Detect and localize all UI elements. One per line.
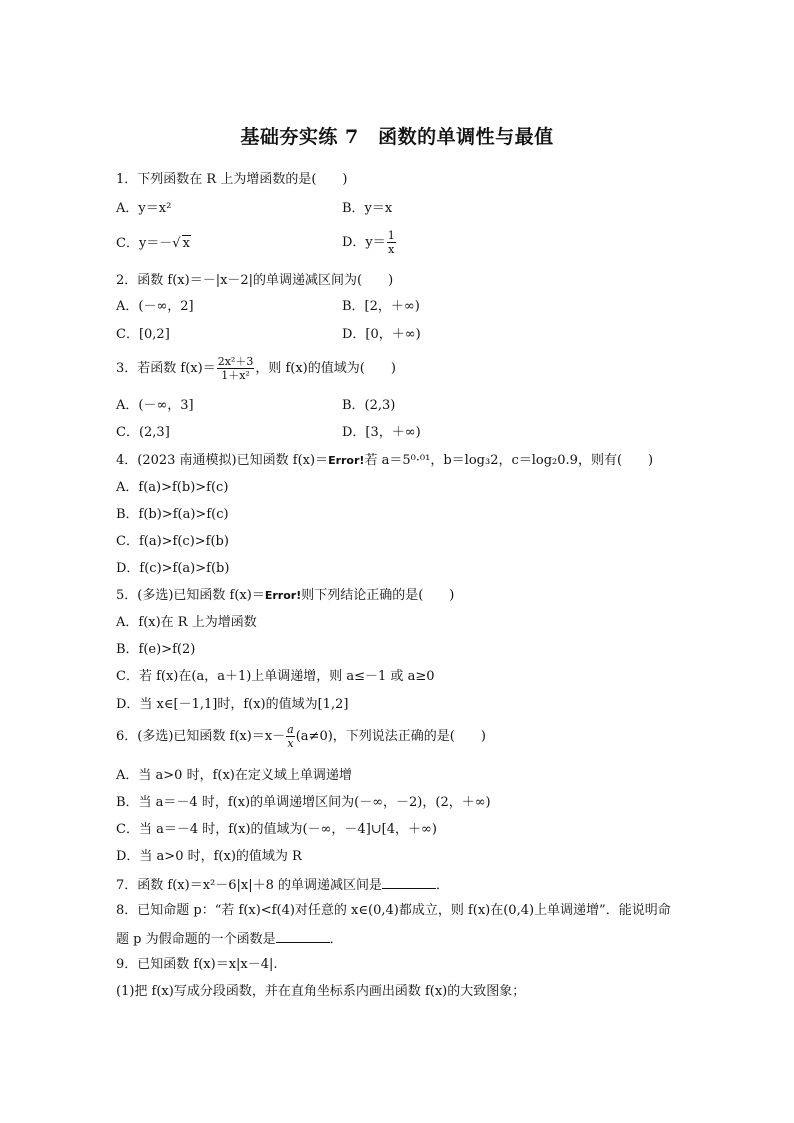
q9-stem: 9．已知函数 f(x)＝x|x－4|.: [116, 957, 278, 972]
q8-line-2-prefix: 题 p 为假命题的一个函数是: [116, 932, 276, 947]
q6-option-c: C．当 a＝－4 时，f(x)的值域为(－∞，－4]∪[4，＋∞): [116, 822, 437, 837]
q3-option-a: A．(－∞，3]: [116, 398, 194, 413]
q3-fraction: [217, 355, 255, 382]
q5-stem-suffix: 则下列结论正确的是( ): [301, 588, 455, 603]
q1-stem: 1．下列函数在 R 上为增函数的是( ): [116, 172, 348, 187]
q8-line-2: [116, 930, 343, 948]
q8-line-1: 8．已知命题 p：“若 f(x)<f(4)对任意的 x∈(0,4)都成立，则 f(x)在(0,4)上单调递增”．能说明命: [116, 903, 671, 918]
q3-option-d: D．[3，＋∞): [342, 425, 421, 440]
q4-option-b: B．f(b)>f(a)>f(c): [116, 507, 229, 522]
q5-option-d: D．当 x∈[－1,1]时，f(x)的值域为[1,2]: [116, 697, 349, 712]
fraction-denominator: 1＋x²: [221, 369, 250, 382]
page-title: 基础夯实练 7 函数的单调性与最值: [240, 126, 554, 148]
q1-option-b: B．y＝x: [342, 201, 393, 216]
q1-option-a: A．y＝x²: [116, 201, 172, 216]
sqrt-sign: √: [172, 236, 181, 251]
q6-fraction: [286, 723, 295, 750]
answer-blank: [382, 876, 436, 889]
q4-option-c: C．f(a)>f(c)>f(b): [116, 534, 229, 549]
q4-stem-prefix: 4．(2023 南通模拟)已知函数 f(x)＝: [116, 453, 329, 468]
q2-option-a: A．(－∞，2]: [116, 299, 194, 314]
q1-option-c: [116, 236, 191, 252]
q6-option-b: B．当 a＝－4 时，f(x)的单调递增区间为(－∞，－2)，(2，＋∞): [116, 795, 491, 810]
q1-option-c-prefix: C．y＝－: [116, 236, 173, 251]
q6-stem-prefix: 6．(多选)已知函数 f(x)＝x－: [116, 729, 286, 744]
q1-option-d-prefix: D．y＝: [342, 235, 386, 250]
q3-stem: [116, 355, 396, 382]
q5-option-b: B．f(e)>f(2): [116, 642, 196, 657]
fraction-denominator: x: [287, 737, 294, 750]
error-token: Error!: [328, 454, 365, 467]
q9-part-1: (1)把 f(x)写成分段函数，并在直角坐标系内画出函数 f(x)的大致图象；: [116, 984, 526, 999]
q6-stem: [116, 723, 486, 750]
q4-option-a: A．f(a)>f(b)>f(c): [116, 480, 229, 495]
fraction-numerator: 1: [387, 229, 395, 242]
q1-option-d: [342, 229, 397, 256]
q3-option-b: B．(2,3): [342, 398, 396, 413]
q6-option-d: D．当 a>0 时，f(x)的值域为 R: [116, 849, 302, 864]
q3-stem-suffix: ，则 f(x)的值域为( ): [255, 361, 396, 376]
q7-stem: [116, 876, 449, 894]
error-token: Error!: [264, 589, 302, 602]
q2-option-c: C．[0,2]: [116, 327, 170, 342]
q2-option-d: D．[0，＋∞): [342, 327, 421, 342]
q7-stem-suffix: ．: [436, 878, 450, 893]
answer-blank: [276, 930, 330, 943]
q4-stem: [116, 453, 653, 469]
q6-option-a: A．当 a>0 时，f(x)在定义域上单调递增: [116, 768, 352, 783]
q5-stem-prefix: 5．(多选)已知函数 f(x)＝: [116, 588, 265, 603]
q5-option-c: C．若 f(x)在(a，a＋1)上单调递增，则 a≤－1 或 a≥0: [116, 669, 435, 684]
q1-option-d-fraction: [387, 229, 396, 256]
q4-option-d: D．f(c)>f(a)>f(b): [116, 561, 230, 576]
q8-line-2-suffix: ．: [329, 932, 343, 947]
q5-option-a: A．f(x)在 R 上为增函数: [116, 615, 257, 630]
q2-option-b: B．[2，＋∞): [342, 299, 420, 314]
q3-stem-prefix: 3．若函数 f(x)＝: [116, 361, 216, 376]
fraction-numerator: a: [287, 723, 294, 736]
q7-stem-prefix: 7．函数 f(x)＝x²－6|x|＋8 的单调递减区间是: [116, 878, 382, 893]
q4-stem-suffix: 若 a＝5⁰·⁰¹，b＝log₃2，c＝log₂0.9，则有( ): [364, 453, 654, 468]
q5-stem: [116, 588, 454, 604]
fraction-numerator: 2x²＋3: [217, 355, 254, 368]
q6-stem-suffix: (a≠0)，下列说法正确的是( ): [295, 729, 486, 744]
q2-stem: 2．函数 f(x)＝－|x－2|的单调递减区间为( ): [116, 273, 394, 288]
q3-option-c: C．(2,3]: [116, 425, 170, 440]
q1-option-c-radicand: x: [182, 236, 190, 251]
fraction-denominator: x: [388, 243, 395, 256]
